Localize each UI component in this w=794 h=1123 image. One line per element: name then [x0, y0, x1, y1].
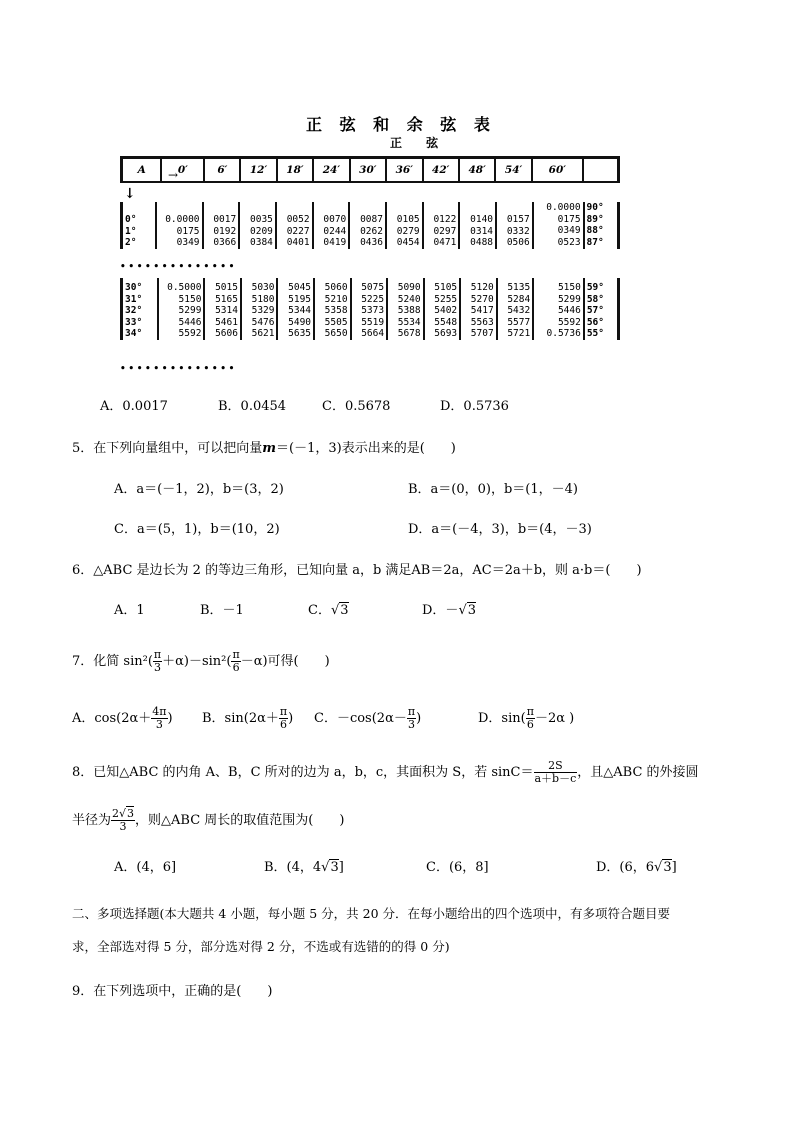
- table-cell: 0262: [360, 225, 383, 237]
- table-cell: 56°: [586, 316, 604, 328]
- table-cell: 32°: [125, 305, 143, 316]
- table-cell: 5060: [324, 282, 348, 293]
- q8-option-c: C．(6，8]: [426, 860, 489, 875]
- table-cell: 5606: [215, 328, 238, 339]
- section2-heading-line2: 求，全部选对得 5 分，部分选对得 2 分，不选或有选错的的得 0 分): [72, 939, 450, 954]
- table-cell: 0279: [396, 225, 420, 237]
- table-cell: 5402: [434, 305, 458, 316]
- table-column: [122, 278, 159, 340]
- table-cell: 0140: [470, 214, 494, 225]
- table-cell: 5461: [215, 316, 238, 328]
- table-cell: 5075: [361, 282, 385, 293]
- table-cell: 30°: [125, 282, 143, 293]
- table-column: [459, 202, 496, 249]
- q4-option-b: B．0.0454: [218, 399, 287, 414]
- table-cell: 5240: [397, 293, 421, 305]
- table-cell: 5446: [557, 305, 581, 316]
- table-cell: 0488: [470, 237, 494, 248]
- table-column: [122, 202, 157, 249]
- table-cell: 0506: [506, 237, 530, 248]
- table-cell: 87°: [586, 236, 604, 248]
- table-title: 正 弦 和 余 弦 表: [306, 115, 496, 134]
- table-cell: 5180: [251, 293, 275, 305]
- table-cell: 0052: [286, 214, 310, 225]
- q7-option-a: A．cos(2α＋ $\frac{4\pi}{3}$ ): [72, 705, 173, 731]
- table-cell: 0122: [433, 214, 457, 225]
- table-cell: 5446: [178, 316, 202, 328]
- sine-cosine-table: [118, 104, 622, 374]
- q4-option-d: D．0.5736: [440, 399, 509, 414]
- table-cell: 0°: [125, 214, 137, 225]
- q6-option-c: C．√3: [308, 603, 349, 618]
- table-cell: 5505: [324, 316, 348, 328]
- table-cell: 1°: [125, 225, 137, 237]
- table-cell: 33°: [125, 316, 143, 328]
- table-cell: 5678: [397, 328, 421, 339]
- table-cell: 0332: [506, 225, 530, 237]
- table-header-cell: 24′: [313, 159, 349, 182]
- table-cell: 0314: [470, 225, 494, 237]
- table-cell: 0244: [323, 225, 347, 237]
- table-cell: 0454: [396, 237, 420, 248]
- table-cell: 5090: [397, 282, 421, 293]
- table-header-row: [120, 159, 620, 183]
- table-cell: 5030: [251, 282, 275, 293]
- table-cell: 31°: [125, 293, 143, 305]
- table-cell: 5120: [470, 282, 494, 293]
- table-cell: 90°: [586, 202, 604, 213]
- table-cell: 5329: [251, 305, 275, 316]
- table-column: [533, 278, 584, 340]
- table-ellipsis-1: ••••••••••••••: [120, 262, 237, 272]
- table-cell: 0227: [286, 225, 310, 237]
- table-column: [276, 202, 313, 249]
- table-cell: 89°: [586, 213, 604, 225]
- table-cell: 5650: [324, 328, 348, 339]
- q7-option-d: D．sin( $\frac{\pi}{6}$ －2α ): [478, 705, 575, 731]
- table-cell: 5105: [434, 282, 458, 293]
- table-header-cell: 0′: [161, 159, 204, 182]
- table-cell: 0.5000: [167, 282, 202, 293]
- table-cell: 59°: [586, 282, 604, 293]
- table-header-cell: 36′: [386, 159, 422, 182]
- down-arrow-icon: ↓: [124, 186, 136, 202]
- table-cell: 5150: [178, 293, 202, 305]
- table-column: [239, 202, 276, 249]
- table-cell: 0366: [213, 237, 237, 248]
- table-header-cell: 30′: [350, 159, 386, 182]
- table-column: [423, 202, 460, 249]
- table-cell: 5210: [324, 293, 348, 305]
- table-cell: 5592: [178, 328, 202, 339]
- q8-stem-line1: 8．已知△ABC 的内角 A、B，C 所对的边为 a，b，c，其面积为 S，若 sinC＝ $\frac{2S}{a+b-c}$ ，且△ABC 的外接圆: [72, 759, 699, 785]
- table-cell: 0175: [557, 213, 581, 225]
- q8-option-d: D．(6，6√3]: [596, 860, 677, 875]
- table-column: [351, 278, 388, 340]
- table-cell: 5563: [470, 316, 494, 328]
- table-cell: 0192: [213, 225, 237, 237]
- table-cell: 5150: [557, 282, 581, 293]
- table-cell: 0384: [250, 237, 273, 248]
- table-cell: 0105: [396, 214, 420, 225]
- q8-option-a: A．(4，6]: [114, 860, 177, 875]
- table-column: [314, 278, 351, 340]
- table-column: [584, 278, 619, 340]
- table-header-cell: 12′: [240, 159, 276, 182]
- table-column: [533, 202, 584, 249]
- table-column: [158, 278, 204, 340]
- table-column: [460, 278, 497, 340]
- table-header-cell: 6′: [204, 159, 240, 182]
- right-arrow-icon: →: [168, 168, 179, 182]
- table-column: [203, 202, 240, 249]
- table-cell: 5592: [557, 316, 581, 328]
- table-cell: 5490: [288, 316, 312, 328]
- table-cell: 0523: [557, 236, 581, 248]
- q6-stem: 6．△ABC 是边长为 2 的等边三角形，已知向量 a，b 满足AB＝2a，AC＝2a＋b，则 a·b＝( ): [72, 563, 642, 578]
- table-cell: 0209: [250, 225, 273, 237]
- table-cell: 5270: [470, 293, 494, 305]
- table-column: [496, 202, 533, 249]
- q7-option-c: C．－cos(2α－ $\frac{\pi}{3}$ ): [314, 705, 422, 731]
- q8-stem-line2: 半径为 $\frac{2√3}{3}$ ，则△ABC 周长的取值范围为( ): [72, 807, 345, 833]
- table-cell: 5432: [507, 305, 531, 316]
- table-cell: 5577: [507, 316, 531, 328]
- table-cell: 34°: [125, 328, 143, 339]
- table-header-cell: 60′: [532, 159, 583, 182]
- table-cell: 5548: [434, 316, 458, 328]
- table-cell: 5225: [361, 293, 385, 305]
- q4-option-c: C．0.5678: [322, 399, 391, 414]
- q7-option-b: B．sin(2α＋ $\frac{\pi}{6}$ ): [202, 705, 294, 731]
- table-cell: 0175: [176, 225, 200, 237]
- table-cell: 5664: [361, 328, 385, 339]
- table-cell: 5621: [251, 328, 275, 339]
- table-cell: 0035: [250, 214, 273, 225]
- table-cell: 58°: [586, 293, 604, 305]
- table-cell: 0070: [323, 214, 347, 225]
- table-cell: 57°: [586, 305, 604, 316]
- table-column: [387, 278, 424, 340]
- table-cell: 5417: [470, 305, 494, 316]
- table-cell: 5476: [251, 316, 275, 328]
- table-cell: 5344: [288, 305, 312, 316]
- table-cell: 88°: [586, 225, 604, 236]
- table-cell: 5721: [507, 328, 531, 339]
- table-cell: 5635: [288, 328, 312, 339]
- table-column: [349, 202, 386, 249]
- table-cell: 5534: [397, 316, 421, 328]
- table-column: [386, 202, 423, 249]
- table-ellipsis-2: ••••••••••••••: [120, 364, 237, 374]
- table-cell: 0401: [286, 237, 310, 248]
- q9-stem: 9．在下列选项中，正确的是( ): [72, 984, 273, 999]
- table-cell: 5165: [215, 293, 238, 305]
- table-cell: 2°: [125, 237, 137, 248]
- table-column: [584, 202, 619, 249]
- table-header-cell: 42′: [423, 159, 459, 182]
- table-cell: 5519: [361, 316, 385, 328]
- table-cell: 5693: [434, 328, 458, 339]
- table-cell: 0087: [360, 214, 383, 225]
- table-cell: 5015: [215, 282, 238, 293]
- table-cell: 5314: [215, 305, 238, 316]
- table-header-cell: 54′: [495, 159, 531, 182]
- table-cell: 5373: [361, 305, 385, 316]
- table-block-2: [120, 278, 620, 340]
- table-cell: 5045: [288, 282, 312, 293]
- table-cell: 0.5736: [546, 328, 581, 339]
- q6-option-b: B．－1: [200, 603, 244, 618]
- table-cell: 5358: [324, 305, 348, 316]
- q5-option-d: D．a＝(－4，3)，b＝(4，－3): [408, 522, 592, 537]
- section2-heading-line1: 二、多项选择题(本大题共 4 小题，每小题 5 分，共 20 分．在每小题给出的四个选项中，有多项符合题目要: [72, 906, 671, 921]
- table-header-cell: 48′: [459, 159, 495, 182]
- q5-option-a: A．a＝(－1，2)，b＝(3，2): [114, 482, 284, 497]
- table-cell: 0349: [176, 237, 200, 248]
- table-cell: 5135: [507, 282, 531, 293]
- table-cell: 5284: [507, 293, 531, 305]
- table-column: [424, 278, 461, 340]
- q7-stem: 7．化简 sin²( $\frac{\pi}{3}$ ＋α)－sin²( $\frac{\pi}{6}$ －α)可得( ): [72, 648, 330, 674]
- table-column: [156, 202, 202, 249]
- table-cell: 0157: [506, 214, 530, 225]
- q6-option-a: A．1: [114, 603, 145, 618]
- table-cell: 0017: [213, 214, 237, 225]
- table-column: [204, 278, 241, 340]
- table-cell: 5255: [434, 293, 458, 305]
- table-column: [277, 278, 314, 340]
- table-header-cell: [583, 159, 619, 182]
- table-cell: 55°: [586, 328, 604, 339]
- table-cell: 5299: [178, 305, 202, 316]
- table-header-cell: A: [122, 159, 162, 182]
- table-cell: 0349: [557, 225, 581, 236]
- q5-stem: 5．在下列向量组中，可以把向量m＝(－1，3)表示出来的是( ): [72, 441, 456, 456]
- table-column: [497, 278, 534, 340]
- q8-option-b: B．(4，4√3]: [264, 860, 344, 875]
- table-cell: 5195: [288, 293, 312, 305]
- table-header-cell: 18′: [277, 159, 313, 182]
- table-cell: 0.0000: [546, 202, 581, 213]
- q5-option-b: B．a＝(0，0)，b＝(1，－4): [408, 482, 578, 497]
- q6-option-d: D．－√3: [422, 603, 477, 618]
- q4-option-a: A．0.0017: [100, 399, 168, 414]
- table-cell: 0419: [323, 237, 347, 248]
- table-cell: 5707: [470, 328, 494, 339]
- table-column: [313, 202, 350, 249]
- table-cell: 0297: [433, 225, 457, 237]
- table-column: [241, 278, 278, 340]
- table-cell: 0471: [433, 237, 457, 248]
- table-block-1: [120, 202, 620, 249]
- table-cell: 5388: [397, 305, 421, 316]
- table-cell: 5299: [557, 293, 581, 305]
- table-cell: 0.0000: [165, 214, 200, 225]
- table-cell: 0436: [360, 237, 383, 248]
- table-subtitle: 正 弦: [390, 136, 449, 150]
- q5-option-c: C．a＝(5，1)，b＝(10，2): [114, 522, 280, 537]
